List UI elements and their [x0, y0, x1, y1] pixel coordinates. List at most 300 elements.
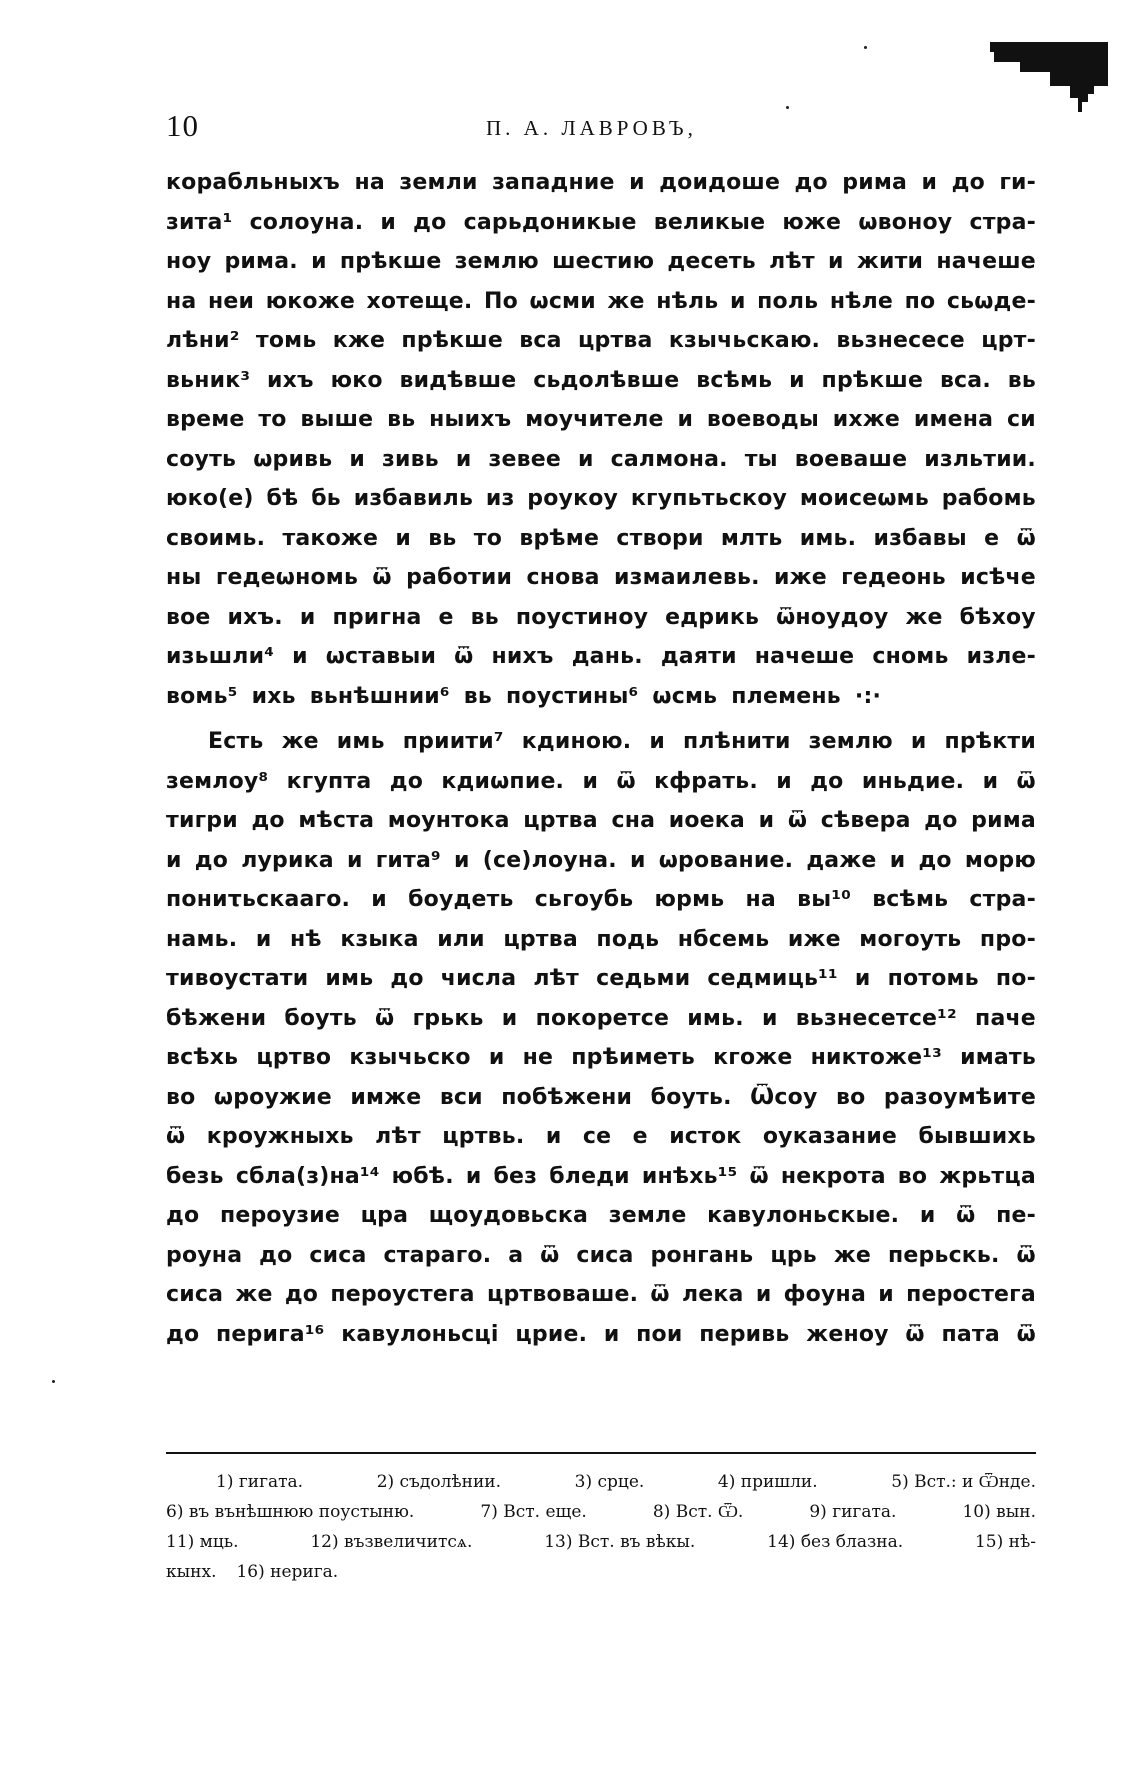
- word: из: [485, 486, 515, 511]
- word: потомь: [887, 966, 979, 991]
- footnote-entry: 3) срце.: [574, 1472, 645, 1492]
- word: и: [545, 1124, 562, 1149]
- word: лѣт: [533, 966, 580, 991]
- word: сномь: [872, 644, 949, 669]
- word: плѣнити: [682, 729, 791, 754]
- footnote-rule: [166, 1452, 1036, 1454]
- word: на: [166, 288, 197, 314]
- word: ѿ: [1016, 1242, 1036, 1268]
- word: цртва: [578, 328, 653, 353]
- word: иньдие.: [861, 768, 965, 794]
- word: моунтока: [387, 808, 510, 833]
- word: сьωде-: [946, 288, 1036, 314]
- word: иже: [787, 926, 841, 952]
- word: и: [854, 966, 871, 991]
- word: исѣче: [960, 565, 1036, 590]
- word: ωсми: [529, 288, 596, 314]
- word: лѣт: [769, 249, 815, 274]
- word: жрьтца: [939, 1163, 1036, 1189]
- word: во: [897, 1163, 928, 1189]
- word: до: [810, 768, 844, 794]
- word: пе-: [996, 1203, 1036, 1228]
- word: тивоустати: [166, 966, 309, 991]
- word: же: [905, 604, 943, 630]
- footnote-entry: 8) Вст. Ѿ.: [652, 1502, 744, 1522]
- word: пои: [636, 1321, 683, 1347]
- footnote-entry: 12) възвеличитсѧ.: [310, 1532, 473, 1552]
- word: вса.: [939, 367, 991, 393]
- print-speck: [864, 46, 867, 49]
- word: до: [390, 966, 424, 991]
- word: имать: [960, 1045, 1036, 1070]
- word: лѣни²: [166, 328, 240, 353]
- text-line: [166, 1085, 1036, 1125]
- word: поль: [757, 288, 819, 314]
- word: кроужныхь: [206, 1124, 354, 1149]
- word: работии: [406, 565, 513, 590]
- word: се: [582, 1124, 612, 1149]
- word: воеводы: [706, 407, 819, 432]
- word: по-: [995, 966, 1036, 991]
- word: даяти: [660, 644, 737, 669]
- word: мѣста: [298, 808, 375, 833]
- word: и: [371, 887, 387, 912]
- word: црие.: [515, 1321, 588, 1347]
- word: и: [349, 446, 365, 472]
- word: вьзнесесе: [836, 328, 965, 353]
- word: нихъ: [491, 644, 554, 669]
- word: вь: [463, 683, 492, 709]
- word: ωсмь: [652, 683, 718, 709]
- word: пероузие: [219, 1203, 340, 1228]
- word: и: [755, 1282, 772, 1307]
- word: боудеть: [408, 887, 514, 912]
- text-line: [166, 368, 1036, 408]
- word: вь: [387, 407, 416, 432]
- word: цртва: [503, 926, 578, 952]
- word: оуказание: [762, 1124, 898, 1149]
- word: грькь: [412, 1005, 484, 1031]
- text-line: [166, 1322, 1036, 1362]
- word: и: [603, 1321, 620, 1347]
- word: числа: [440, 966, 517, 991]
- word: то: [258, 407, 287, 432]
- word: юбѣ.: [391, 1163, 454, 1189]
- word: и: [395, 525, 411, 551]
- footnote-line: [166, 1502, 1036, 1532]
- word: ·:·: [854, 683, 882, 709]
- text-line: [166, 887, 1036, 927]
- word: ѿ: [375, 1005, 395, 1031]
- word: солоуна.: [249, 209, 364, 235]
- text-line: [166, 210, 1036, 250]
- word: видѣвше: [399, 367, 517, 393]
- word: юрмь: [654, 887, 725, 912]
- word: стра-: [969, 887, 1036, 912]
- word: кавулоньскые.: [707, 1203, 900, 1228]
- word: соуть: [166, 446, 237, 472]
- word: изльтии.: [924, 446, 1036, 472]
- word: и: [346, 847, 363, 873]
- word: вь: [1007, 367, 1036, 393]
- page-corner-stamp: [990, 42, 1108, 112]
- text-line: [166, 848, 1036, 888]
- text-line: [166, 644, 1036, 684]
- word: и: [488, 1045, 505, 1070]
- word: намь.: [166, 926, 238, 952]
- word: и: [677, 407, 694, 432]
- word: ихже: [832, 407, 901, 432]
- word: боуть.: [650, 1084, 732, 1110]
- word: изьшли⁴: [166, 644, 275, 669]
- word: имь.: [799, 525, 857, 551]
- word: поустины⁶: [506, 683, 639, 709]
- word: по: [904, 288, 936, 314]
- text-line: [166, 605, 1036, 645]
- word: си: [1007, 407, 1036, 432]
- text-line: [166, 526, 1036, 566]
- word: и: [454, 847, 470, 873]
- word: вое: [166, 604, 211, 630]
- word: всѣхь: [166, 1045, 239, 1070]
- text-line: [166, 1124, 1036, 1164]
- word: е: [632, 1124, 648, 1149]
- word: до: [251, 808, 285, 833]
- word: гедеонь: [841, 565, 946, 590]
- word: избавиль: [353, 486, 474, 511]
- word: разоумѣите: [883, 1084, 1036, 1110]
- word: до: [194, 847, 229, 873]
- word: вомь⁵: [166, 683, 238, 709]
- word: цртвоваше.: [486, 1282, 639, 1307]
- text-line: [166, 486, 1036, 526]
- word: без: [493, 1163, 538, 1189]
- word: неи: [208, 288, 255, 314]
- word: и: [255, 926, 272, 952]
- word: вса: [519, 328, 562, 353]
- word: измаилевь.: [613, 565, 760, 590]
- corner-stamp-shape: [990, 42, 1108, 112]
- text-line: [166, 684, 1036, 724]
- word: на: [745, 887, 776, 912]
- word: перьскь.: [887, 1242, 1000, 1268]
- word: кавулоньсці: [341, 1321, 499, 1347]
- word: не: [522, 1045, 554, 1070]
- paragraph-2: [166, 729, 1036, 1361]
- word: землю: [454, 249, 539, 274]
- word: томь: [255, 328, 317, 353]
- word: имь.: [687, 1005, 744, 1031]
- word: покоретсе: [535, 1005, 670, 1031]
- word: сиса: [576, 1242, 634, 1268]
- word: моисеωмь: [799, 486, 929, 511]
- word: вь: [470, 604, 499, 630]
- footnote-entry: 13) Вст. въ вѣкы.: [544, 1532, 696, 1552]
- word: до: [951, 170, 985, 195]
- word: и: [465, 1163, 482, 1189]
- word: ѿ: [166, 1124, 186, 1149]
- word: сиса: [309, 1242, 367, 1268]
- word: ныихъ: [429, 407, 512, 432]
- word: кже: [332, 328, 386, 353]
- text-line: [166, 328, 1036, 368]
- footnote-entry: 4) пришли.: [717, 1472, 818, 1492]
- running-head: П. А. ЛАВРОВЪ,: [486, 116, 697, 140]
- word: доидоше: [659, 170, 781, 195]
- footnote-line: [166, 1472, 1036, 1502]
- word: врѣме: [519, 525, 600, 551]
- word: ихь: [251, 683, 296, 709]
- word: вси: [439, 1084, 483, 1110]
- word: ноу: [166, 249, 212, 274]
- word: иже: [773, 565, 827, 590]
- word: выше: [300, 407, 374, 432]
- word: пероустега: [330, 1282, 475, 1307]
- word: кгупта: [286, 768, 372, 794]
- print-speck: [52, 1380, 55, 1383]
- word: нбсемь: [677, 926, 770, 952]
- word: юко(е): [166, 486, 254, 511]
- word: перивь: [699, 1321, 790, 1347]
- word: ты: [744, 446, 778, 472]
- word: вьнѣшнии⁶: [309, 683, 450, 709]
- word: перига¹⁶: [216, 1321, 325, 1347]
- word: а: [508, 1242, 524, 1268]
- word: бледи: [549, 1163, 630, 1189]
- word: ѿ: [1016, 525, 1036, 551]
- word: побѣжени: [501, 1084, 633, 1110]
- word: и: [311, 249, 327, 274]
- word: бывшихь: [918, 1124, 1036, 1149]
- word: лека: [681, 1282, 744, 1307]
- text-line: [166, 966, 1036, 1006]
- word: кдиωпие.: [441, 768, 565, 794]
- word: е: [438, 604, 454, 630]
- word: племень: [731, 683, 841, 709]
- word: приити⁷: [402, 729, 504, 754]
- word: прѣкше: [339, 249, 442, 274]
- word: некрота: [780, 1163, 886, 1189]
- word: юже: [782, 209, 842, 235]
- word: начеше: [936, 249, 1036, 274]
- word: начеше: [754, 644, 855, 669]
- text-line: [166, 808, 1036, 848]
- word: По: [484, 288, 518, 314]
- word: кгоже: [713, 1045, 793, 1070]
- word: подь: [596, 926, 660, 952]
- footnote-entry: 15) нѣ-: [974, 1532, 1036, 1552]
- word: же: [235, 1282, 273, 1307]
- word: всѣмь: [696, 367, 773, 393]
- word: едрикь: [665, 604, 760, 630]
- word: юко: [330, 367, 383, 393]
- word: створи: [616, 525, 704, 551]
- word: Есть: [208, 729, 264, 754]
- footnote-entry: 1) гигата.: [216, 1472, 304, 1492]
- word: и: [582, 768, 599, 794]
- word: прѣиметь: [571, 1045, 695, 1070]
- text-line: [166, 1203, 1036, 1243]
- word: земли: [399, 170, 478, 195]
- footnote-entry: 5) Вст.: и Ѿнде.: [891, 1472, 1036, 1492]
- footnote-entry: кынх.: [166, 1562, 217, 1582]
- word: вьник³: [166, 367, 251, 393]
- word: до: [794, 170, 828, 195]
- word: Ѿсоу: [750, 1084, 818, 1110]
- word: до: [918, 847, 952, 873]
- word: ѿ: [454, 644, 474, 669]
- paragraph-1: [166, 170, 1036, 723]
- word: воеваше: [794, 446, 908, 472]
- word: поустиноу: [515, 604, 649, 630]
- footnote-entry: 16) нерига.: [236, 1562, 339, 1582]
- word: рима: [842, 170, 908, 195]
- word: пониτьскааго.: [166, 887, 351, 912]
- word: зита¹: [166, 209, 233, 235]
- footnote-line: [166, 1532, 1036, 1562]
- word: вьзнесетсе¹²: [795, 1005, 957, 1031]
- word: рима.: [224, 249, 298, 274]
- word: же: [607, 288, 645, 314]
- word: цра: [360, 1203, 409, 1228]
- word: и: [292, 644, 308, 669]
- word: или: [437, 926, 485, 952]
- word: роуна: [166, 1242, 243, 1268]
- word: ги-: [999, 170, 1036, 195]
- word: ωривь: [253, 446, 333, 472]
- word: седьми: [596, 966, 691, 991]
- footnote-entry: 6) въ вънѣшнюю поустыню.: [166, 1502, 415, 1522]
- word: имже: [350, 1084, 422, 1110]
- footnotes: [166, 1472, 1036, 1592]
- text-line: [166, 1006, 1036, 1046]
- word: фоуна: [783, 1282, 866, 1307]
- word: ωроужие: [213, 1084, 332, 1110]
- word: имена: [913, 407, 994, 432]
- word: (се)лоуна.: [482, 847, 617, 873]
- page-number: 10: [166, 108, 199, 143]
- word: зевее: [488, 446, 561, 472]
- word: во: [835, 1084, 866, 1110]
- word: и: [828, 249, 844, 274]
- word: дань.: [571, 644, 643, 669]
- word: до: [166, 1203, 200, 1228]
- word: пата: [941, 1321, 1000, 1347]
- word: стараго.: [383, 1242, 492, 1268]
- word: сна: [611, 808, 656, 833]
- word: никтоже¹³: [810, 1045, 942, 1070]
- word: ωрование.: [658, 847, 794, 873]
- word: бь: [311, 486, 341, 511]
- word: паче: [975, 1005, 1036, 1031]
- word: землю: [808, 729, 893, 754]
- word: боуть: [284, 1005, 357, 1031]
- word: време: [166, 407, 245, 432]
- word: ѿ: [372, 565, 392, 590]
- footnote-entry: 2) съдолѣнии.: [376, 1472, 502, 1492]
- word: кгупьтьскоу: [630, 486, 788, 511]
- word: и: [455, 446, 472, 472]
- word: сьдолѣвше: [533, 367, 680, 393]
- word: и: [889, 847, 906, 873]
- word: такоже: [282, 525, 379, 551]
- word: нѣле: [829, 288, 894, 314]
- word: избавы: [873, 525, 967, 551]
- word: вы¹⁰: [797, 887, 852, 912]
- word: е: [984, 525, 1000, 551]
- word: бѣжени: [166, 1005, 267, 1031]
- word: гедеωномь: [215, 565, 359, 590]
- word: црь: [770, 1242, 817, 1268]
- word: до: [259, 1242, 293, 1268]
- word: и: [758, 808, 775, 833]
- word: великые: [653, 209, 766, 235]
- word: и: [629, 170, 645, 195]
- word: и: [501, 1005, 518, 1031]
- word: ѿ: [749, 1163, 769, 1189]
- word: прѣкше: [821, 367, 924, 393]
- word: сѣвера: [820, 808, 911, 833]
- footnote-line: [166, 1562, 1036, 1592]
- word: ѿ: [540, 1242, 560, 1268]
- text-line: [166, 1243, 1036, 1283]
- word: и: [649, 729, 665, 754]
- word: сбла(з)на¹⁴: [235, 1163, 380, 1189]
- word: ѿ: [787, 808, 808, 833]
- word: щоудовьска: [428, 1203, 589, 1228]
- word: земле: [608, 1203, 687, 1228]
- word: своимь.: [166, 525, 266, 551]
- word: то: [473, 525, 503, 551]
- word: лѣт: [375, 1124, 421, 1149]
- word: изле-: [966, 644, 1036, 669]
- word: юкоже: [265, 288, 355, 314]
- word: ѿ: [905, 1321, 925, 1347]
- footnote-entry: 14) без блазна.: [767, 1532, 904, 1552]
- word: сьгоубь: [534, 887, 634, 912]
- text-line: [166, 1164, 1036, 1204]
- text-line: [166, 170, 1036, 210]
- word: пригна: [332, 604, 422, 630]
- word: исток: [669, 1124, 742, 1149]
- word: ѿ: [616, 768, 636, 794]
- word: ронгань: [650, 1242, 754, 1268]
- word: гита⁹: [375, 847, 441, 873]
- word: сарьдоникые: [463, 209, 637, 235]
- word: цртво: [256, 1045, 332, 1070]
- word: кдиною.: [521, 729, 632, 754]
- word: перостега: [906, 1282, 1036, 1307]
- word: кзычьско: [349, 1045, 471, 1070]
- word: кфрать.: [654, 768, 758, 794]
- word: безь: [166, 1163, 224, 1189]
- word: роукоу: [527, 486, 619, 511]
- word: ѿ: [650, 1282, 670, 1307]
- word: бѣ: [266, 486, 299, 511]
- word: про-: [979, 926, 1036, 952]
- word: имь: [336, 729, 385, 754]
- word: до: [413, 209, 447, 235]
- text-line: [166, 447, 1036, 487]
- word: зивь: [381, 446, 439, 472]
- word: и: [761, 1005, 778, 1031]
- text-line: [166, 769, 1036, 809]
- word: женоу: [806, 1321, 889, 1347]
- footnote-entry: 10) вын.: [962, 1502, 1036, 1522]
- word: ѿ: [1016, 1321, 1036, 1347]
- word: морю: [964, 847, 1036, 873]
- word: и: [577, 446, 594, 472]
